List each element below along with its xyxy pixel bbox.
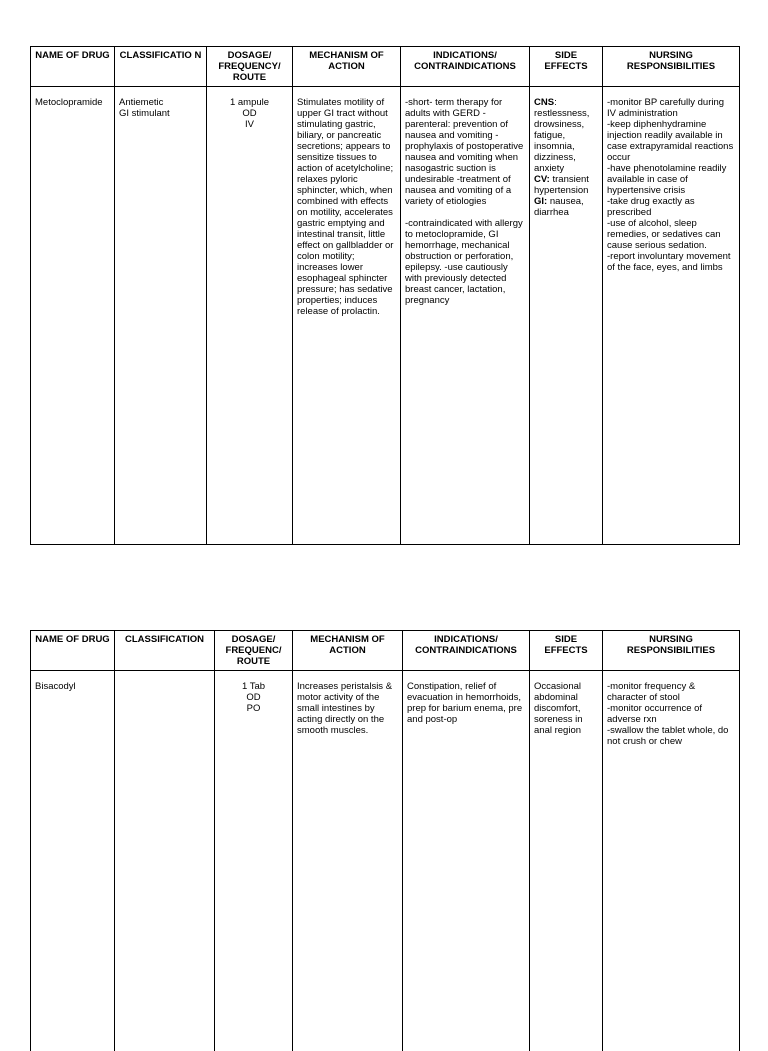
cell-nursing	[603, 87, 740, 545]
dosage-frequency: OD	[246, 692, 261, 703]
cell-classification	[115, 87, 207, 545]
nursing-item: -swallow the tablet whole, do not crush or chew	[607, 725, 729, 747]
side-effects-gi-label: GI:	[534, 196, 548, 207]
nursing-item: -monitor BP carefully during IV administration	[607, 97, 725, 119]
header-nursing: NURSING RESPONSIBILITIES	[603, 631, 740, 671]
cell-indications	[401, 87, 530, 545]
cell-mechanism: Increases peristalsis & motor activity of the small intestines by acting directly on the smooth muscles.	[293, 671, 403, 1051]
contraindications-text: -contraindicated with allergy to metoclopramide, GI hemorrhage, mechanical obstruction or perforation, epilepsy. -use cautiously with previously detected breast cancer, lactation, pregnancy	[405, 218, 523, 306]
dosage-amount: 1 Tab	[241, 681, 266, 692]
header-classification: CLASSIFICATION	[115, 631, 215, 671]
side-effects-cv-text: transient hypertension	[534, 174, 589, 196]
side-effects-cns-text: : restlessness, drowsiness, fatigue, insomnia, dizziness, anxiety	[534, 97, 590, 174]
table-header-row	[31, 631, 740, 671]
nursing-item: -monitor frequency & character of stool	[607, 681, 696, 703]
nursing-item: -monitor occurrence of adverse rxn	[607, 703, 703, 725]
header-classification: CLASSIFICATIO N	[115, 47, 207, 87]
dosage-route: IV	[245, 119, 254, 130]
cell-drug-name: Metoclopramide	[31, 87, 115, 545]
table-header-row	[31, 47, 740, 87]
header-dosage: DOSAGE/ FREQUENC/ ROUTE	[215, 631, 293, 671]
header-side-effects: SIDE EFFECTS	[530, 47, 603, 87]
dosage-amount: 1 ampule	[229, 97, 270, 108]
nursing-item: -use of alcohol, sleep remedies, or sedatives can cause serious sedation.	[607, 218, 721, 251]
dosage-frequency: OD	[242, 108, 257, 119]
cell-side-effects	[530, 87, 603, 545]
cell-drug-name: Bisacodyl	[31, 671, 115, 1051]
classification-line: GI stimulant	[119, 108, 170, 119]
cell-nursing	[603, 671, 740, 1051]
header-mechanism: MECHANISM OF ACTION	[293, 47, 401, 87]
drug-table-metoclopramide	[30, 46, 740, 545]
header-indications: INDICATIONS/ CONTRAINDICATIONS	[401, 47, 530, 87]
cell-dosage	[207, 87, 293, 545]
header-name-of-drug: NAME OF DRUG	[31, 631, 115, 671]
nursing-item: -report involuntary movement of the face, eyes, and limbs	[607, 251, 731, 273]
dosage-route: PO	[246, 703, 261, 714]
drug-table-bisacodyl	[30, 630, 740, 1051]
cell-classification	[115, 671, 215, 1051]
cell-side-effects: Occasional abdominal discomfort, soreness in anal region	[530, 671, 603, 1051]
nursing-item: -keep diphenhydramine injection readily available in case extrapyramidal reactions occur	[607, 119, 734, 163]
nursing-item: -have phenotolamine readily available in case of hypertensive crisis	[607, 163, 727, 196]
side-effects-gi-text: nausea, diarrhea	[534, 196, 584, 218]
cell-dosage	[215, 671, 293, 1051]
cell-indications: Constipation, relief of evacuation in hemorrhoids, prep for barium enema, pre and post-op	[403, 671, 530, 1051]
table-row	[31, 671, 740, 1051]
side-effects-cns-label: CNS	[534, 97, 555, 108]
header-dosage: DOSAGE/ FREQUENCY/ ROUTE	[207, 47, 293, 87]
header-name-of-drug: NAME OF DRUG	[31, 47, 115, 87]
header-nursing: NURSING RESPONSIBILITIES	[603, 47, 740, 87]
header-mechanism: MECHANISM OF ACTION	[293, 631, 403, 671]
classification-line: Antiemetic	[119, 97, 164, 108]
nursing-item: -take drug exactly as prescribed	[607, 196, 695, 218]
header-indications: INDICATIONS/ CONTRAINDICATIONS	[403, 631, 530, 671]
cell-mechanism: Stimulates motility of upper GI tract without stimulating gastric, biliary, or pancreatic secretions; appears to sensitize tissues to action of acetylcholine; relaxes pyloric sphincter, which, when combined with effects on motility, accelerates gastric emptying and intestinal transit, little effect on gallbladder or colon motility; increases lower esophageal sphincter pressure; has sedative properties; induces release of prolactin.	[293, 87, 401, 545]
indications-text: -short- term therapy for adults with GERD -parenteral: prevention of nausea and vomiting -prophylaxis of postoperative nausea and vomiting when nasogastric suction is undesirable -treatment of nausea and vomiting of a variety of etiologies	[405, 97, 524, 207]
side-effects-cv-label: CV:	[534, 174, 550, 185]
table-row	[31, 87, 740, 545]
header-side-effects: SIDE EFFECTS	[530, 631, 603, 671]
